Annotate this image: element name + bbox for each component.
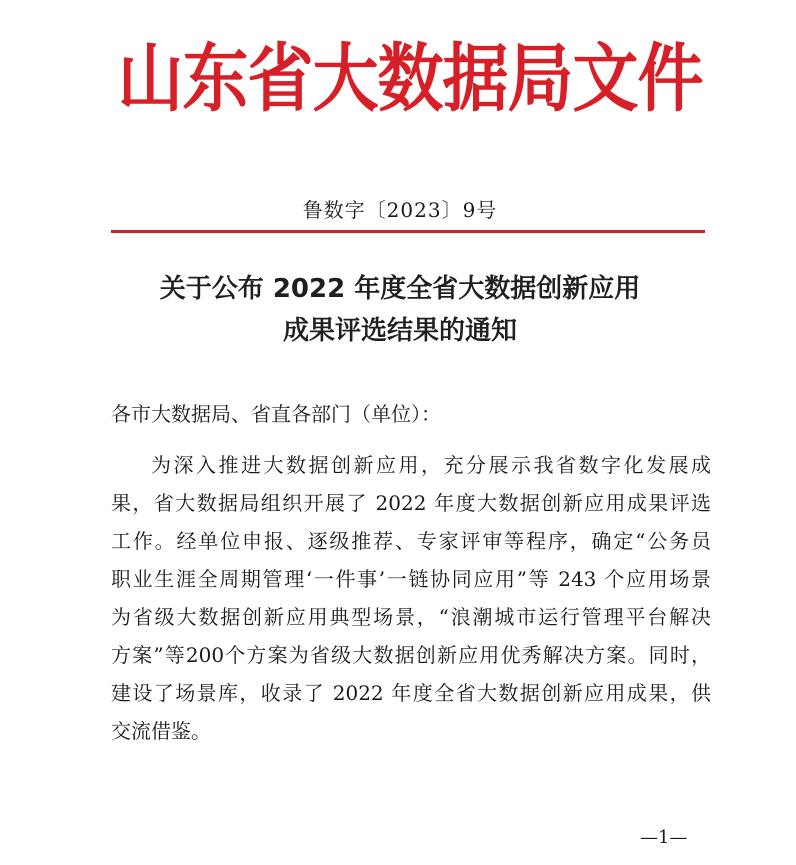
red-divider-line	[111, 230, 705, 233]
notice-title-line-1: 关于公布 2022 年度全省大数据创新应用	[159, 274, 641, 304]
notice-title-line-2: 成果评选结果的通知	[282, 316, 517, 346]
body-line: 为省级大数据创新应用典型场景，“浪潮城市运行管理平台解决	[111, 605, 711, 629]
notice-title	[90, 268, 710, 352]
body-line: 方案”等200个方案为省级大数据创新应用优秀解决方案。同时，	[111, 643, 711, 667]
document-number: 鲁数字〔2023〕9号	[302, 198, 498, 222]
body-paragraph	[111, 446, 711, 750]
issuer-masthead: 山东省大数据局文件	[117, 35, 703, 123]
addressee-line: 各市大数据局、省直各部门（单位）：	[111, 402, 441, 426]
body-line: 为深入推进大数据创新应用，充分展示我省数字化发展成	[151, 453, 711, 477]
body-line: 建设了场景库，收录了 2022 年度全省大数据创新应用成果，供	[111, 681, 711, 705]
body-line: 工作。经单位申报、逐级推荐、专家评审等程序，确定“公务员	[111, 529, 711, 553]
body-line: 职业生涯全周期管理‘一件事’一链协同应用”等 243 个应用场景	[111, 567, 711, 591]
body-line: 交流借鉴。	[111, 719, 211, 743]
body-line: 果，省大数据局组织开展了 2022 年度大数据创新应用成果评选	[111, 491, 711, 515]
page-number: —1—	[640, 827, 688, 848]
